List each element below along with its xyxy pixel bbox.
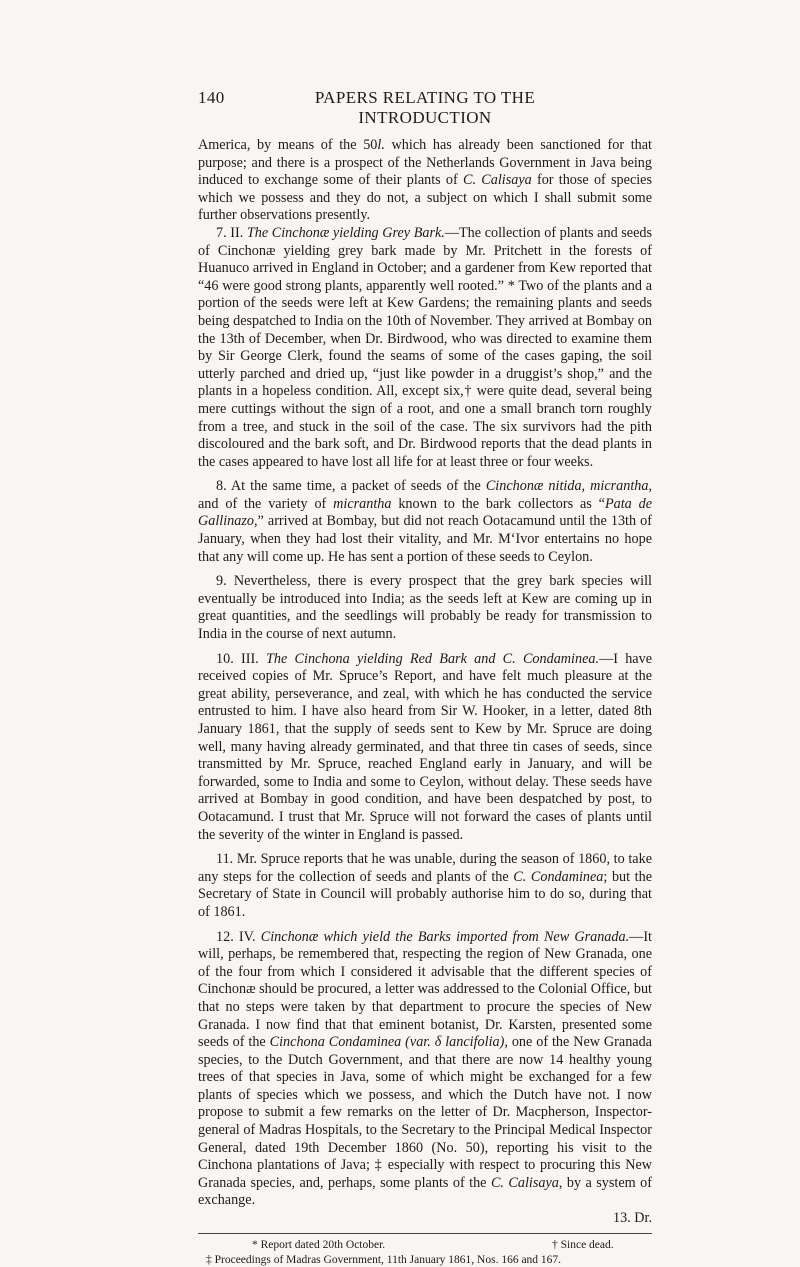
text-run: for those of species which we possess and they do not, a subject on which I shall submit some further observations presently. — [198, 172, 653, 224]
text-run: 10. III. — [216, 650, 266, 667]
text-run: known to the bark collectors as “ — [391, 495, 605, 512]
text-run: 12. IV. — [216, 928, 261, 945]
paragraph-10 — [198, 651, 652, 845]
text-run: 7. II. — [216, 224, 247, 241]
italic-text: The Cinchonæ yielding Grey Bark. — [246, 224, 445, 241]
catchword: 13. Dr. — [612, 1210, 652, 1227]
paragraph-8 — [198, 478, 652, 566]
text-run: —The collection of plants and seeds of Cinchonæ yielding grey bark made by Mr. Pritchett in the forests of Huanuco arrived in England in October; and a gardener from Kew reported that “46 were good strong plants, apparently well rooted.” * Two of the plants and a portion of the seeds were left at Kew Gardens; the remaining plants and seeds being despatched to India on the 10th of November. They arrived at Bombay on the 13th of December, when Dr. Birdwood, who was directed to examine them by Sir George Clerk, found the seams of some of the cases gaping, the soil utterly parched and dried up, “just like powder in a druggist’s shop,” and the plants in a hopeless condition. All, except six,† were quite dead, several being mere cuttings without the sign of a root, and one a small branch torn roughly from a tree, and stuck in the soil of the case. The six survivors had the pith discoloured and the bark soft, and Dr. Birdwood reports that the dead plants in the cases appeared to have lost all life for at least three or four weeks. — [198, 224, 653, 470]
footnote-rule — [198, 1233, 652, 1234]
footnotes — [198, 1238, 652, 1267]
text-run: 11. Mr. Spruce reports that he was unable, during the season of 1860, to take any steps for the collection of seeds and plants of the — [198, 851, 652, 885]
running-head: PAPERS RELATING TO THE INTRODUCTION — [314, 88, 536, 127]
text-run: ” arrived at Bombay, but did not reach Ootacamund until the 13th of January, when they had lost their vitality, and Mr. M‘Ivor entertains no hope that any will come up. He has sent a portion of these seeds to Ceylon. — [198, 513, 652, 565]
italic-text: Cinchonæ nitida, micrantha, — [485, 478, 653, 495]
page-header — [198, 88, 652, 128]
paragraph-12 — [198, 929, 652, 1211]
text-run: ; but the Secretary of State in Council will probably authorise him to do so, during that of 1861. — [198, 868, 652, 920]
text-run: , by a system of exchange. — [198, 1174, 652, 1209]
paragraph-continuation — [198, 137, 652, 225]
italic-text: l. — [377, 137, 385, 153]
paragraph-7 — [198, 225, 652, 471]
text-run: and of the variety of — [198, 495, 334, 512]
body-text — [198, 137, 652, 1210]
italic-text: Cinchonæ which yield the Barks imported from New Granada. — [260, 928, 630, 945]
italic-text: micrantha — [333, 495, 392, 512]
italic-text: C. Calisaya — [463, 172, 532, 189]
italic-text: Pata de Gallinazo, — [198, 495, 652, 530]
text-run: —It will, perhaps, be remembered that, respecting the region of New Granada, one of the four from which I considered it advisable that the different species of Cinchonæ should be procured, a letter was addressed to the Colonial Office, but that no steps were taken by that department to procure the species of New Granada. I now find that that eminent botanist, Dr. Karsten, presented some seeds of the — [198, 928, 652, 1051]
footnote-dagger: † Since dead. — [552, 1239, 614, 1252]
text-run: , one of the New Granada species, to the Dutch Government, and that there are now 14 healthy young trees of that species in Java, some of which might be exchanged for a few plants of species which we possess, and which the Dutch have not. I now propose to submit a few remarks on the letter of Dr. Macpherson, Inspector-general of Madras Hospitals, to the Secretary to the Principal Medical Inspector General, dated 19th December 1860 (No. 50), reporting his visit to the Cinchona plantations of Java; ‡ especially with respect to procuring this New Granada species, and, perhaps, some plants of the — [198, 1034, 652, 1191]
page-number: 140 — [198, 88, 225, 107]
italic-text: C. Calisaya — [490, 1174, 559, 1191]
text-run: 8. At the same time, a packet of seeds of the — [216, 478, 486, 495]
footnote-double-dagger: ‡ Proceedings of Madras Government, 11th January 1861, Nos. 166 and 167. — [206, 1253, 562, 1266]
paragraph-11 — [198, 851, 652, 921]
paragraph-9 — [198, 573, 652, 643]
footnote-star: * Report dated 20th October. — [252, 1239, 386, 1252]
text-run: 9. Nevertheless, there is every prospect that the grey bark species will eventually be introduced into India; as the seeds left at Kew are coming up in great quantities, and the seedlings will probably be ready for transmission to India in the course of next autumn. — [198, 573, 652, 643]
text-run: —I have received copies of Mr. Spruce’s Report, and have felt much pleasure at the great ability, perseverance, and zeal, with which he has conducted the service entrusted to him. I have also heard from Sir W. Hooker, in a letter, dated 8th January 1861, that the supply of seeds sent to Kew by Mr. Spruce are doing well, many having already germinated, and that three tin cases of seeds, since transmitted by Mr. Spruce, reached England early in January, and will be forwarded, some to India and some to Ceylon, without delay. These seeds have arrived at Bombay in good condition, and have been despatched by post, to Ootacamund. I trust that Mr. Spruce will not forward the cases of plants until the severity of the winter in England is passed. — [198, 650, 652, 843]
italic-text: Cinchona Condaminea (var. δ lancifolia) — [269, 1034, 505, 1051]
text-run: which has already been sanctioned for that purpose; and there is a prospect of the Netherlands Government in Java being induced to exchange some of their plants of — [198, 137, 653, 189]
italic-text: C. Condaminea — [513, 868, 604, 885]
italic-text: The Cinchona yielding Red Bark and C. Condaminea. — [266, 650, 600, 667]
text-run: America, by means of the 50 — [198, 137, 378, 153]
